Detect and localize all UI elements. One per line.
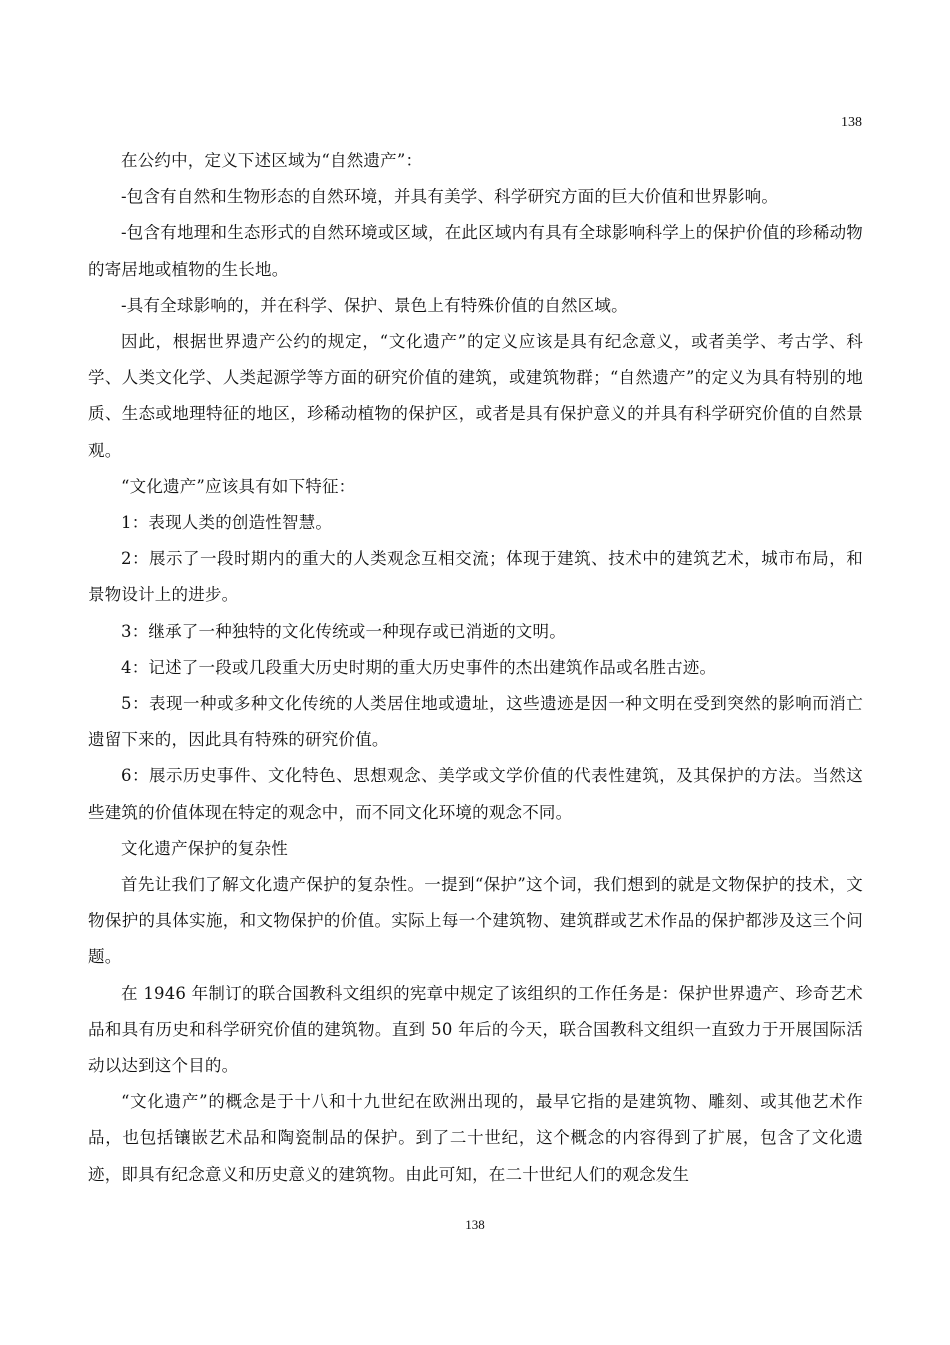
paragraph: 在 1946 年制订的联合国教科文组织的宪章中规定了该组织的工作任务是：保护世界遗产、珍奇艺术品和具有历史和科学研究价值的建筑物。直到 50 年后的今天，联合国教科文组织一直致力于开展国际活动以达到这个目的。 (88, 983, 863, 1076)
list-item: 1：表现人类的创造性智慧。 (121, 513, 333, 533)
section-heading: 文化遗产保护的复杂性 (121, 838, 288, 858)
list-item: 3：继承了一种独特的文化传统或一种现存或已消逝的文明。 (121, 621, 566, 641)
paragraph: 首先让我们了解文化遗产保护的复杂性。一提到“保护”这个词，我们想到的就是文物保护的技术，文物保护的具体实施，和文物保护的价值。实际上每一个建筑物、建筑群或艺术作品的保护都涉及这三个问题。 (88, 875, 863, 967)
paragraph: -具有全球影响的，并在科学、保护、景色上有特殊价值的自然区域。 (121, 295, 628, 315)
list-item: 5：表现一种或多种文化传统的人类居住地或遗址，这些遗迹是因一种文明在受到突然的影响而消亡遗留下来的，因此具有特殊的研究价值。 (88, 694, 863, 750)
list-item: 4：记述了一段或几段重大历史时期的重大历史事件的杰出建筑作品或名胜古迹。 (121, 657, 717, 677)
paragraph: -包含有自然和生物形态的自然环境，并具有美学、科学研究方面的巨大价值和世界影响。 (121, 187, 779, 207)
page-number-bottom: 138 (465, 1217, 485, 1232)
paragraph: 在公约中，定义下述区域为“自然遗产”： (121, 151, 423, 170)
paragraph: -包含有地理和生态形式的自然环境或区域，在此区域内有具有全球影响科学上的保护价值的珍稀动物的寄居地或植物的生长地。 (88, 223, 863, 279)
page-number-top: 138 (841, 115, 862, 130)
paragraph: “文化遗产”的概念是于十八和十九世纪在欧洲出现的，最早它指的是建筑物、雕刻、或其他艺术作品，也包括镶嵌艺术品和陶瓷制品的保护。到了二十世纪，这个概念的内容得到了扩展，包含了文化遗迹，即具有纪念意义和历史意义的建筑物。由此可知，在二十世纪人们的观念发生 (88, 1092, 863, 1184)
list-item: 2：展示了一段时期内的重大的人类观念互相交流；体现于建筑、技术中的建筑艺术，城市布局，和景物设计上的进步。 (88, 549, 863, 605)
paragraph: 因此，根据世界遗产公约的规定，“文化遗产”的定义应该是具有纪念意义，或者美学、考古学、科学、人类文化学、人类起源学等方面的研究价值的建筑，或建筑物群；“自然遗产”的定义为具有特别的地质、生态或地理特征的地区，珍稀动植物的保护区，或者是具有保护意义的并具有科学研究价值的自然景观。 (88, 332, 863, 460)
body-text (88, 143, 863, 1193)
paragraph: “文化遗产”应该具有如下特征： (121, 476, 356, 496)
list-item: 6：展示历史事件、文化特色、思想观念、美学或文学价值的代表性建筑，及其保护的方法。当然这些建筑的价值体现在特定的观念中，而不同文化环境的观念不同。 (88, 766, 863, 822)
